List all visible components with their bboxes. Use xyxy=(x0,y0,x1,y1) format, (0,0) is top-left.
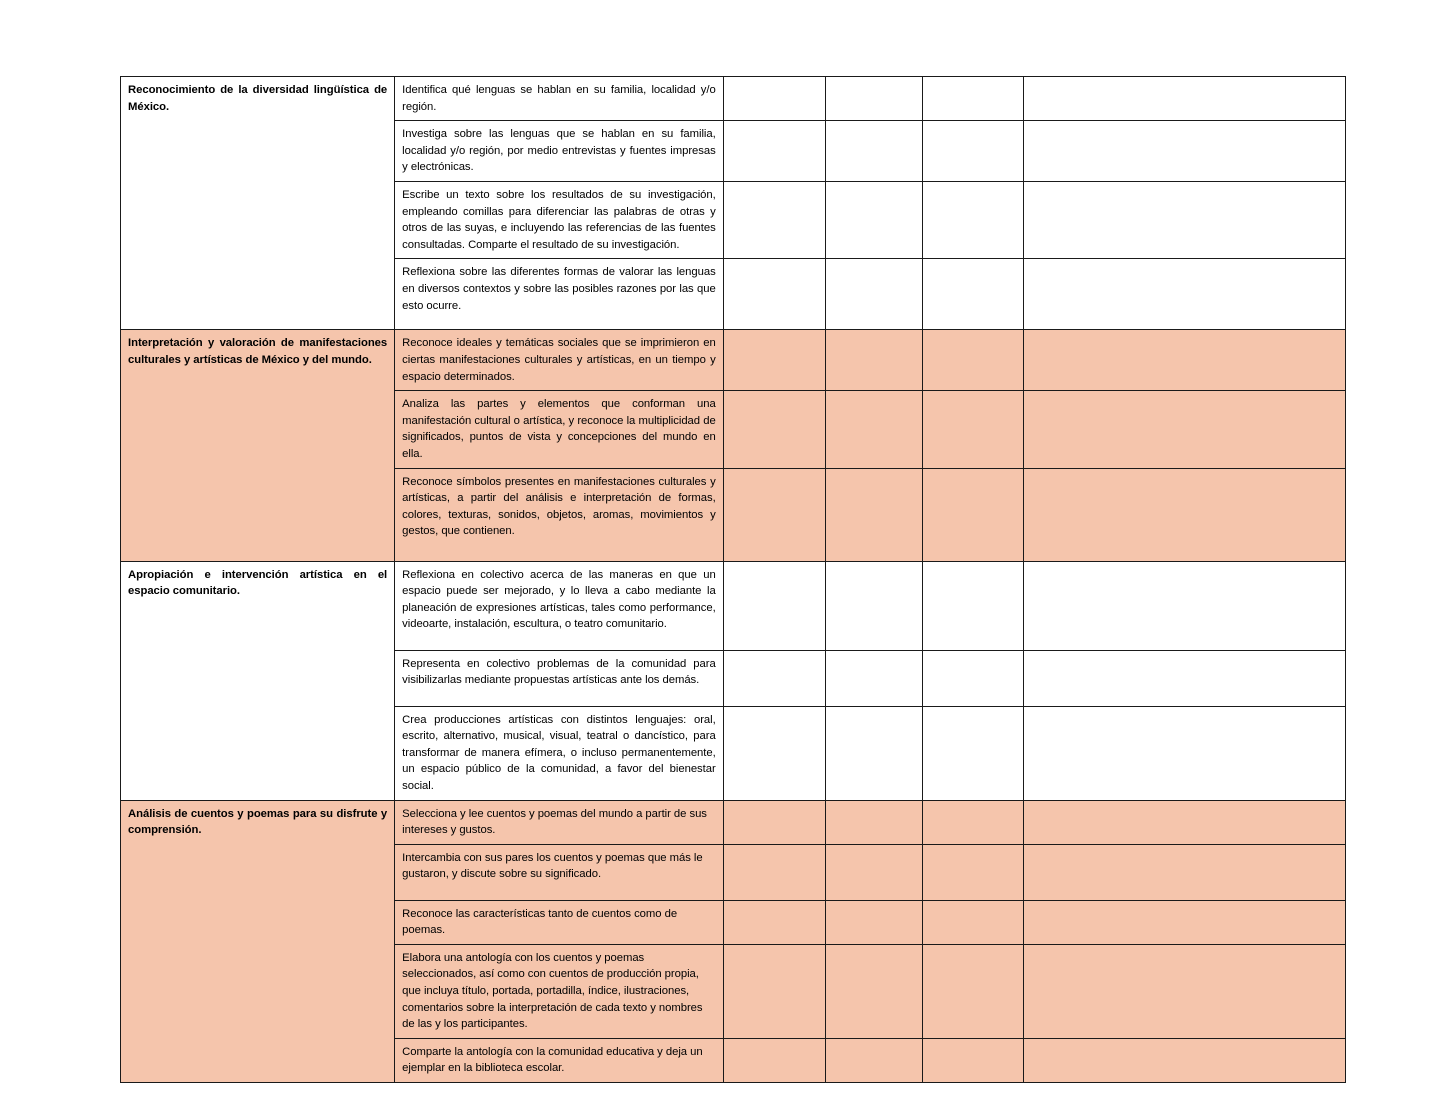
observations-cell[interactable] xyxy=(1023,181,1345,258)
descriptor-cell: Reflexiona en colectivo acerca de las maneras en que un espacio puede ser mejorado, y lo lleva a cabo mediante la planeación de expresiones artísticas, tales como performance, videoarte, instalación, escultura, o teatro comunitario. xyxy=(395,561,724,650)
area-cell-block-4: Análisis de cuentos y poemas para su disfrute y comprensión. xyxy=(121,800,395,1083)
mark-cell-3[interactable] xyxy=(922,77,1023,121)
mark-cell-2[interactable] xyxy=(825,330,922,391)
mark-cell-2[interactable] xyxy=(825,561,922,650)
descriptor-cell: Intercambia con sus pares los cuentos y poemas que más le gustaron, y discute sobre su significado. xyxy=(395,844,724,900)
table-row xyxy=(121,800,1346,844)
mark-cell-1[interactable] xyxy=(723,121,825,182)
descriptor-cell: Reconoce símbolos presentes en manifestaciones culturales y artísticas, a partir del análisis e interpretación de formas, colores, texturas, sonidos, objetos, aromas, movimientos y gestos, que contienen. xyxy=(395,468,724,561)
area-cell-block-3: Apropiación e intervención artística en el espacio comunitario. xyxy=(121,561,395,800)
descriptor-cell: Selecciona y lee cuentos y poemas del mundo a partir de sus intereses y gustos. xyxy=(395,800,724,844)
mark-cell-2[interactable] xyxy=(825,800,922,844)
observations-cell[interactable] xyxy=(1023,561,1345,650)
mark-cell-3[interactable] xyxy=(922,900,1023,944)
mark-cell-3[interactable] xyxy=(922,1038,1023,1082)
area-cell-block-2: Interpretación y valoración de manifestaciones culturales y artísticas de México y del mundo. xyxy=(121,330,395,561)
mark-cell-2[interactable] xyxy=(825,844,922,900)
observations-cell[interactable] xyxy=(1023,650,1345,706)
descriptor-cell: Identifica qué lenguas se hablan en su familia, localidad y/o región. xyxy=(395,77,724,121)
mark-cell-3[interactable] xyxy=(922,259,1023,330)
observations-cell[interactable] xyxy=(1023,844,1345,900)
descriptor-cell: Reconoce las características tanto de cuentos como de poemas. xyxy=(395,900,724,944)
mark-cell-3[interactable] xyxy=(922,181,1023,258)
mark-cell-1[interactable] xyxy=(723,706,825,800)
observations-cell[interactable] xyxy=(1023,900,1345,944)
mark-cell-2[interactable] xyxy=(825,650,922,706)
assessment-matrix-wrapper xyxy=(120,76,1346,1083)
observations-cell[interactable] xyxy=(1023,121,1345,182)
observations-cell[interactable] xyxy=(1023,706,1345,800)
mark-cell-1[interactable] xyxy=(723,650,825,706)
observations-cell[interactable] xyxy=(1023,77,1345,121)
mark-cell-1[interactable] xyxy=(723,800,825,844)
mark-cell-2[interactable] xyxy=(825,181,922,258)
mark-cell-2[interactable] xyxy=(825,706,922,800)
mark-cell-1[interactable] xyxy=(723,1038,825,1082)
mark-cell-3[interactable] xyxy=(922,944,1023,1038)
mark-cell-1[interactable] xyxy=(723,900,825,944)
mark-cell-3[interactable] xyxy=(922,330,1023,391)
mark-cell-1[interactable] xyxy=(723,944,825,1038)
descriptor-cell: Elabora una antología con los cuentos y poemas seleccionados, así como con cuentos de producción propia, que incluya título, portada, portadilla, índice, ilustraciones, comentarios sobre la interpretación de cada texto y nombres de las y los participantes. xyxy=(395,944,724,1038)
observations-cell[interactable] xyxy=(1023,1038,1345,1082)
descriptor-cell: Comparte la antología con la comunidad educativa y deja un ejemplar en la biblioteca escolar. xyxy=(395,1038,724,1082)
descriptor-cell: Reflexiona sobre las diferentes formas de valorar las lenguas en diversos contextos y sobre las posibles razones por las que esto ocurre. xyxy=(395,259,724,330)
mark-cell-2[interactable] xyxy=(825,77,922,121)
mark-cell-1[interactable] xyxy=(723,561,825,650)
area-cell-block-1: Reconocimiento de la diversidad lingüística de México. xyxy=(121,77,395,330)
mark-cell-3[interactable] xyxy=(922,391,1023,468)
observations-cell[interactable] xyxy=(1023,468,1345,561)
descriptor-cell: Reconoce ideales y temáticas sociales que se imprimieron en ciertas manifestaciones culturales y artísticas, en un tiempo y espacio determinados. xyxy=(395,330,724,391)
descriptor-cell: Representa en colectivo problemas de la comunidad para visibilizarlas mediante propuestas artísticas ante los demás. xyxy=(395,650,724,706)
observations-cell[interactable] xyxy=(1023,944,1345,1038)
mark-cell-2[interactable] xyxy=(825,1038,922,1082)
mark-cell-3[interactable] xyxy=(922,121,1023,182)
descriptor-cell: Crea producciones artísticas con distintos lenguajes: oral, escrito, alternativo, musical, visual, teatral o dancístico, para transformar de manera efímera, o incluso permanentemente, un espacio público de la comunidad, a favor del bienestar social. xyxy=(395,706,724,800)
mark-cell-2[interactable] xyxy=(825,121,922,182)
mark-cell-2[interactable] xyxy=(825,259,922,330)
mark-cell-1[interactable] xyxy=(723,391,825,468)
mark-cell-2[interactable] xyxy=(825,900,922,944)
mark-cell-1[interactable] xyxy=(723,330,825,391)
mark-cell-1[interactable] xyxy=(723,468,825,561)
mark-cell-2[interactable] xyxy=(825,391,922,468)
mark-cell-3[interactable] xyxy=(922,650,1023,706)
table-row xyxy=(121,561,1346,650)
descriptor-cell: Analiza las partes y elementos que conforman una manifestación cultural o artística, y reconoce la multiplicidad de significados, puntos de vista y concepciones del mundo en ella. xyxy=(395,391,724,468)
descriptor-cell: Escribe un texto sobre los resultados de su investigación, empleando comillas para diferenciar las palabras de otras y otros de las suyas, e incluyendo las referencias de las fuentes consultadas. Comparte el resultado de su investigación. xyxy=(395,181,724,258)
assessment-matrix-table xyxy=(120,76,1346,1083)
observations-cell[interactable] xyxy=(1023,800,1345,844)
observations-cell[interactable] xyxy=(1023,259,1345,330)
table-row xyxy=(121,330,1346,391)
mark-cell-2[interactable] xyxy=(825,944,922,1038)
observations-cell[interactable] xyxy=(1023,330,1345,391)
mark-cell-3[interactable] xyxy=(922,706,1023,800)
mark-cell-1[interactable] xyxy=(723,844,825,900)
mark-cell-1[interactable] xyxy=(723,77,825,121)
mark-cell-1[interactable] xyxy=(723,181,825,258)
descriptor-cell: Investiga sobre las lenguas que se hablan en su familia, localidad y/o región, por medio entrevistas y fuentes impresas y electrónicas. xyxy=(395,121,724,182)
mark-cell-2[interactable] xyxy=(825,468,922,561)
mark-cell-3[interactable] xyxy=(922,800,1023,844)
observations-cell[interactable] xyxy=(1023,391,1345,468)
table-row xyxy=(121,77,1346,121)
mark-cell-3[interactable] xyxy=(922,561,1023,650)
mark-cell-3[interactable] xyxy=(922,844,1023,900)
mark-cell-3[interactable] xyxy=(922,468,1023,561)
mark-cell-1[interactable] xyxy=(723,259,825,330)
